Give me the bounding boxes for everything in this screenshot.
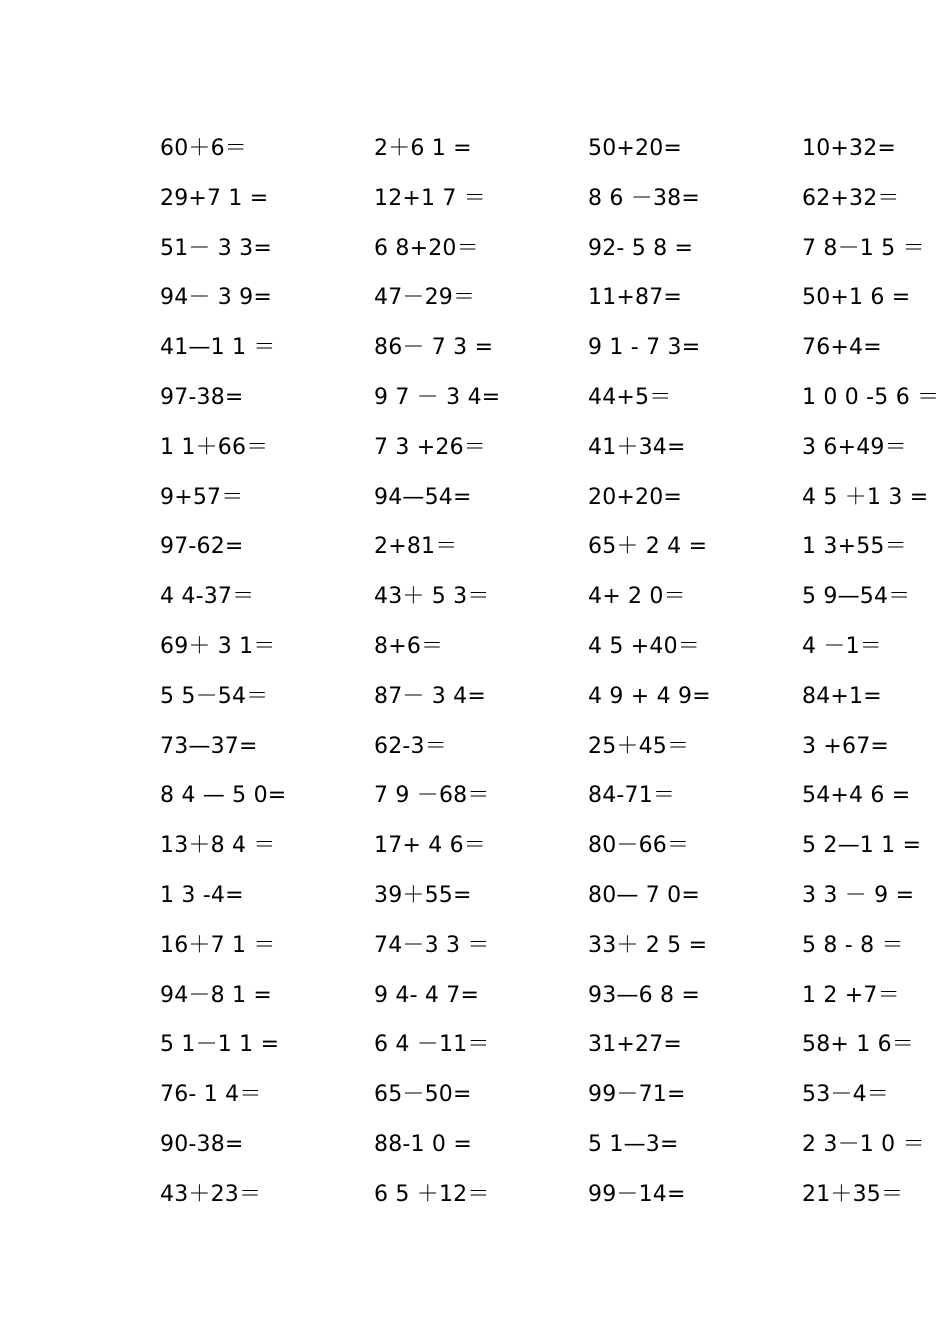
problem-r7-c4: 3 6+49＝ — [802, 434, 907, 460]
problem-r2-c2: 12+1 7 ＝ — [374, 185, 487, 211]
problem-r5-c1: 41—1 1 ＝ — [160, 335, 276, 361]
problem-r2-c4: 62+32＝ — [802, 185, 900, 211]
problem-r1-c3: 50+20= — [588, 136, 683, 161]
problem-r14-c1: 8 4 — 5 0= — [160, 783, 287, 809]
problem-r3-c2: 6 8+20＝ — [374, 235, 479, 261]
problem-r19-c4: 58+ 1 6＝ — [802, 1032, 915, 1058]
problem-r1-c2: 2＋6 1 = — [374, 136, 472, 161]
problem-r11-c3: 4 5 +40＝ — [588, 633, 701, 659]
problem-r9-c3: 65＋ 2 4 = — [588, 534, 708, 560]
problem-r21-c2: 88-1 0 = — [374, 1131, 472, 1157]
problem-r16-c2: 39＋55= — [374, 882, 472, 908]
problem-r12-c4: 84+1= — [802, 683, 882, 709]
problem-r17-c2: 74－3 3 ＝ — [374, 932, 490, 958]
problem-r15-c3: 80－66＝ — [588, 833, 690, 859]
problem-r22-c1: 43＋23＝ — [160, 1181, 262, 1207]
problem-r14-c2: 7 9 －68＝ — [374, 783, 490, 809]
problem-r17-c1: 16＋7 1 ＝ — [160, 932, 276, 958]
problem-r22-c2: 6 5 ＋12＝ — [374, 1181, 490, 1207]
problem-r2-c3: 8 6 －38= — [588, 185, 701, 211]
problem-r18-c3: 93—6 8 = — [588, 982, 701, 1008]
problem-r15-c2: 17+ 4 6＝ — [374, 833, 487, 859]
problem-r9-c2: 2+81＝ — [374, 534, 458, 560]
problem-r8-c2: 94—54= — [374, 484, 472, 510]
problem-r4-c3: 11+87= — [588, 285, 683, 311]
problem-r9-c1: 97-62= — [160, 534, 244, 560]
problem-r19-c1: 5 1－1 1 = — [160, 1032, 280, 1058]
problem-r10-c2: 43＋ 5 3＝ — [374, 584, 490, 610]
problem-r5-c3: 9 1 - 7 3= — [588, 335, 701, 361]
problem-r20-c3: 99－71= — [588, 1082, 686, 1108]
problem-r5-c2: 86－ 7 3 = — [374, 335, 494, 361]
problem-r21-c4: 2 3－1 0 ＝ — [802, 1131, 925, 1157]
problem-r1-c1: 60＋6＝ — [160, 136, 247, 161]
problem-r3-c1: 51－ 3 3= — [160, 235, 273, 261]
problem-r14-c3: 84-71＝ — [588, 783, 676, 809]
problem-r19-c2: 6 4 －11＝ — [374, 1032, 490, 1058]
problem-r4-c4: 50+1 6 = — [802, 285, 911, 311]
problem-r13-c3: 25＋45＝ — [588, 733, 690, 759]
problem-r12-c2: 87－ 3 4= — [374, 683, 487, 709]
problem-r21-c3: 5 1—3= — [588, 1131, 679, 1157]
problem-r10-c1: 4 4-37＝ — [160, 584, 255, 610]
problem-r20-c2: 65－50= — [374, 1082, 472, 1108]
problem-r15-c4: 5 2—1 1 = — [802, 833, 922, 859]
problem-r10-c3: 4+ 2 0＝ — [588, 584, 686, 610]
problem-r18-c2: 9 4- 4 7= — [374, 982, 480, 1008]
arithmetic-worksheet — [160, 126, 950, 1222]
problem-r5-c4: 76+4= — [802, 335, 882, 361]
problem-r17-c3: 33＋ 2 5 = — [588, 932, 708, 958]
problem-r3-c3: 92- 5 8 = — [588, 235, 694, 261]
problem-r8-c1: 9+57＝ — [160, 484, 244, 510]
problem-r11-c1: 69＋ 3 1＝ — [160, 633, 276, 659]
problem-r13-c1: 73—37= — [160, 733, 258, 759]
problem-r20-c1: 76- 1 4＝ — [160, 1082, 262, 1108]
problem-r13-c4: 3 +67= — [802, 733, 890, 759]
problem-r9-c4: 1 3+55＝ — [802, 534, 907, 560]
problem-r4-c1: 94－ 3 9= — [160, 285, 273, 311]
problem-r6-c4: 1 0 0 -5 6 ＝ — [802, 384, 940, 410]
problem-r13-c2: 62-3＝ — [374, 733, 447, 759]
problem-r14-c4: 54+4 6 = — [802, 783, 911, 809]
problem-r16-c4: 3 3 － 9 = — [802, 882, 915, 908]
problem-r20-c4: 53－4＝ — [802, 1082, 889, 1108]
problem-r3-c4: 7 8－1 5 ＝ — [802, 235, 925, 261]
problem-r6-c2: 9 7 － 3 4= — [374, 384, 501, 410]
problem-r1-c4: 10+32= — [802, 136, 897, 161]
problem-r22-c3: 99－14= — [588, 1181, 686, 1207]
problem-r21-c1: 90-38= — [160, 1131, 244, 1157]
problem-r12-c3: 4 9 + 4 9= — [588, 683, 711, 709]
problem-r7-c3: 41＋34= — [588, 434, 686, 460]
problem-r11-c2: 8+6＝ — [374, 633, 444, 659]
problem-r22-c4: 21＋35＝ — [802, 1181, 904, 1207]
problem-r16-c3: 80— 7 0= — [588, 882, 701, 908]
problem-r6-c3: 44+5＝ — [588, 384, 672, 410]
problem-r10-c4: 5 9—54＝ — [802, 584, 911, 610]
problem-r12-c1: 5 5－54＝ — [160, 683, 269, 709]
problem-r11-c4: 4 －1＝ — [802, 633, 882, 659]
problem-r16-c1: 1 3 -4= — [160, 882, 244, 908]
problem-r4-c2: 47－29＝ — [374, 285, 476, 311]
problem-r8-c4: 4 5 ＋1 3 = — [802, 484, 929, 510]
problem-r17-c4: 5 8 - 8 ＝ — [802, 932, 904, 958]
problem-r7-c1: 1 1＋66＝ — [160, 434, 269, 460]
problem-r18-c1: 94－8 1 = — [160, 982, 273, 1008]
problem-r8-c3: 20+20= — [588, 484, 683, 510]
problem-r7-c2: 7 3 +26＝ — [374, 434, 487, 460]
problem-r19-c3: 31+27= — [588, 1032, 683, 1058]
problem-r2-c1: 29+7 1 = — [160, 185, 269, 211]
problem-r15-c1: 13＋8 4 ＝ — [160, 833, 276, 859]
problem-r6-c1: 97-38= — [160, 384, 244, 410]
problem-r18-c4: 1 2 +7＝ — [802, 982, 900, 1008]
